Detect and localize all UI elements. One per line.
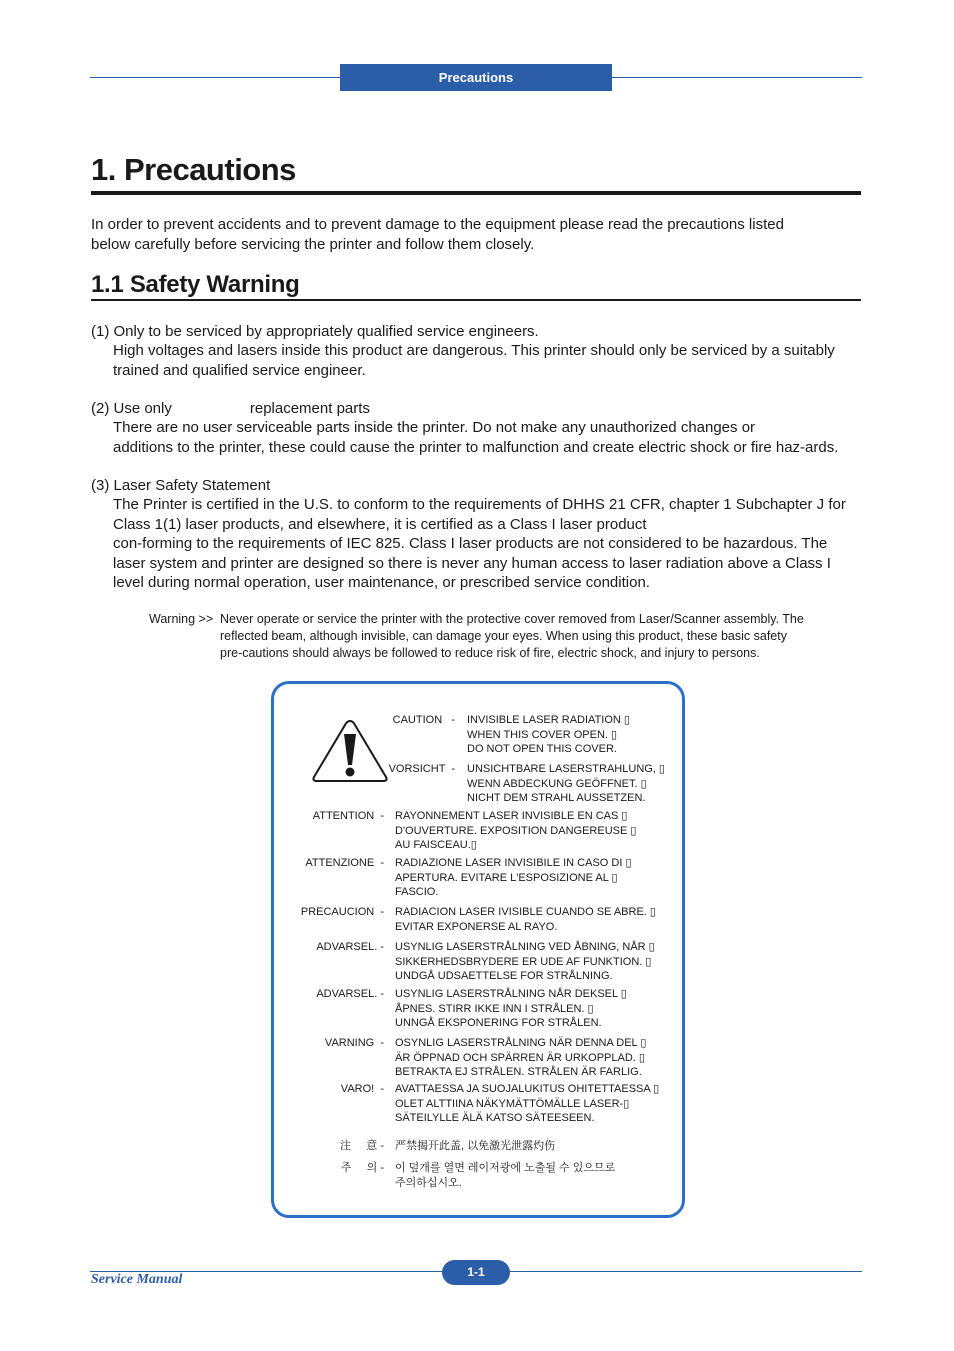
warning-line: pre-cautions should always be followed to reduce risk of fire, electric shock, and injury to persons. [220, 646, 760, 661]
title-rule [91, 191, 861, 195]
safety-item-1 [91, 322, 861, 380]
label-entry-line: AU FAISCEAU.▯ [395, 839, 477, 852]
item-line: trained and qualified service engineer. [113, 361, 366, 379]
label-entry-line: APERTURA. EVITARE L'ESPOSIZIONE AL ▯ [395, 871, 618, 884]
item-line: con-forming to the requirements of IEC 825. Class I laser products are not considered to be hazardous. The [113, 535, 828, 553]
label-entry-line: ÄR ÖPPNAD OCH SPÄRREN ÄR URKOPPLAD. ▯ [395, 1051, 645, 1064]
label-entry-line: SÄTEILYLLE ÄLÄ KATSO SÄTEESEEN. [395, 1112, 595, 1125]
label-entry-text [467, 713, 630, 757]
intro-line: below carefully before servicing the printer and follow them closely. [91, 235, 535, 253]
label-entry-text [395, 1139, 555, 1154]
warning-label: Warning >> [149, 612, 214, 626]
item-title: (3) Laser Safety Statement [91, 477, 271, 494]
item-line: High voltages and lasers inside this product are dangerous. This printer should only be serviced by a suitably [113, 342, 835, 360]
label-entry-line: UNSICHTBARE LASERSTRAHLUNG, ▯ [467, 763, 665, 775]
label-entry-language: VARNING - [324, 1037, 384, 1049]
label-entry-language: ADVARSEL. - [316, 941, 384, 953]
warning-line: Never operate or service the printer with the protective cover removed from Laser/Scanner assembly. The [220, 612, 804, 626]
label-entry-language: PRECAUCION - [300, 906, 384, 918]
item-line: There are no user serviceable parts inside the printer. Do not make any unauthorized changes or [113, 419, 756, 437]
page-number: 1-1 [442, 1260, 510, 1285]
item-title: (2) Use only replacement parts [91, 400, 370, 417]
label-entry-line: UNDGÅ UDSAETTELSE FOR STRÅLNING. [395, 970, 613, 983]
label-entry-line: 이 덮개를 열면 레이저광에 노출될 수 있으므로 [395, 1162, 616, 1174]
label-entry-line: OLET ALTTIINA NÄKYMÄTTÖMÄLLE LASER-▯ [395, 1097, 630, 1110]
label-entry-text [395, 1082, 659, 1126]
label-entry-line: USYNLIG LASERSTRÅLNING VED ÅBNING, NÅR ▯ [395, 941, 655, 953]
label-entry-line: 严禁揭开此盖, 以免激光泄露灼伤 [395, 1140, 556, 1152]
label-entry-line: INVISIBLE LASER RADIATION ▯ [467, 714, 630, 726]
label-entry-line: UNNGÅ EKSPONERING FOR STRÅLEN. [395, 1017, 602, 1030]
section-heading: 1.1 Safety Warning [91, 271, 300, 298]
label-entry-line: WHEN THIS COVER OPEN. ▯ [467, 728, 618, 741]
item-line: additions to the printer, these could cause the printer to malfunction and create electric shock or fire haz-ards. [113, 438, 839, 456]
label-entry-language: CAUTION - [392, 714, 455, 726]
label-entry-language: ATTENZIONE - [305, 857, 384, 869]
label-entry-line: AVATTAESSA JA SUOJALUKITUS OHITETTAESSA ▯ [395, 1083, 660, 1095]
label-entry-line: OSYNLIG LASERSTRÅLNING NÄR DENNA DEL ▯ [395, 1037, 647, 1049]
intro-line: In order to prevent accidents and to prevent damage to the equipment please read the precautions listed [91, 216, 784, 233]
item-line: laser system and printer are designed so there is never any human access to laser radiation above a Class I [113, 554, 831, 572]
label-entry-text [395, 905, 656, 934]
label-entry-line: D'OUVERTURE. EXPOSITION DANGEREUSE ▯ [395, 824, 637, 837]
label-entry-line: RAYONNEMENT LASER INVISIBLE EN CAS ▯ [395, 810, 628, 822]
safety-item-2 [91, 399, 861, 457]
label-entry-language: ADVARSEL. - [316, 988, 384, 1000]
warning-note [149, 611, 849, 663]
label-entry-line: 주의하십시오. [395, 1176, 462, 1189]
item-line: Class 1(1) laser products, and elsewhere, it is certified as a Class I laser product [113, 515, 647, 533]
label-entry-language: 注 意 - [340, 1140, 384, 1152]
label-entry-text [395, 856, 632, 900]
label-entry-line: RADIAZIONE LASER INVISIBILE IN CASO DI ▯ [395, 857, 632, 869]
label-entry-line: WENN ABDECKUNG GEÖFFNET. ▯ [467, 777, 647, 790]
section-rule [91, 299, 861, 301]
label-entry-line: SIKKERHEDSBRYDERE ER UDE AF FUNKTION. ▯ [395, 955, 652, 968]
item-line: level during normal operation, user maintenance, or prescribed service condition. [113, 574, 650, 592]
label-entry-line: USYNLIG LASERSTRÅLNING NÅR DEKSEL ▯ [395, 988, 627, 1000]
label-entry-line: BETRAKTA EJ STRÅLEN. STRÅLEN ÄR FARLIG. [395, 1066, 642, 1079]
header-tab: Precautions [340, 64, 612, 91]
label-entry-language: 주 의 - [340, 1162, 384, 1174]
intro-paragraph [91, 215, 851, 254]
label-entry-text [395, 987, 627, 1031]
label-entry-line: RADIACION LASER IVISIBLE CUANDO SE ABRE. ▯ [395, 906, 656, 918]
label-entry-language: VARO! - [340, 1083, 384, 1095]
warning-line: reflected beam, although invisible, can damage your eyes. When using this product, these basic safety [220, 629, 787, 644]
item-title: (1) Only to be serviced by appropriately qualified service engineers. [91, 323, 539, 340]
label-entry-line: FASCIO. [395, 886, 439, 899]
label-entry-text [395, 1036, 646, 1080]
item-line: The Printer is certified in the U.S. to conform to the requirements of DHHS 21 CFR, chapter 1 Subchapter J for [113, 496, 846, 514]
label-entry-text [467, 762, 665, 806]
label-entry-text [395, 1161, 615, 1190]
label-entry-line: ÅPNES. STIRR IKKE INN I STRÅLEN. ▯ [395, 1002, 594, 1015]
page-title: 1. Precautions [91, 152, 296, 187]
label-entry-language: ATTENTION - [312, 810, 384, 822]
safety-item-3 [91, 476, 861, 592]
label-entry-line: NICHT DEM STRAHL AUSSETZEN. [467, 792, 646, 805]
footer-manual-title: Service Manual [91, 1272, 183, 1287]
label-entry-line: EVITAR EXPONERSE AL RAYO. [395, 920, 558, 933]
label-entry-text [395, 809, 636, 853]
label-entry-text [395, 940, 655, 984]
label-entry-language: VORSICHT - [388, 763, 455, 775]
label-entry-line: DO NOT OPEN THIS COVER. [467, 743, 617, 756]
